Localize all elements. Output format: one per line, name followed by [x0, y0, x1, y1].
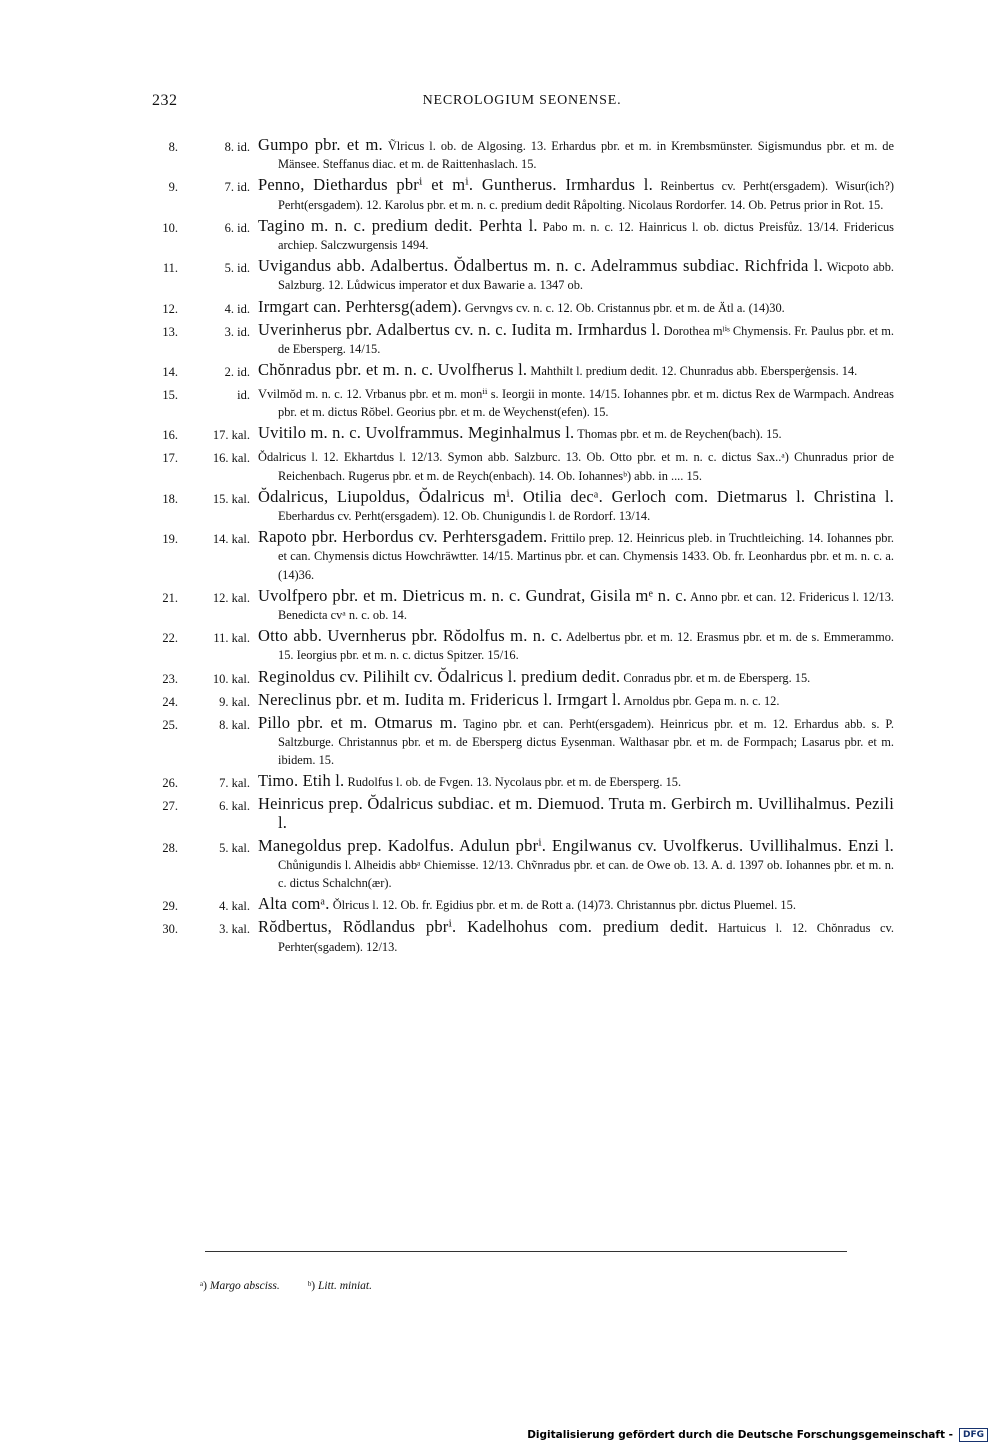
necrology-entry [150, 298, 894, 318]
entry-day-number: 12. [162, 301, 178, 316]
entry-later-additions: Reinbertus cv. Perht(ersgadem). Wisur(ich?) Perht(ersgadem). 12. Karolus pbr. et m. n. c. predium dedit Råpolting. Nicolaus Rordorfer. 14. Ob. Petrus prior in Rot. 15. [278, 179, 894, 212]
entry-roman-date: 12. kal. [212, 590, 250, 605]
entry-day-number: 11. [162, 261, 178, 276]
dfg-funding-text: Digitalisierung gefördert durch die Deutsche Forschungsgemeinschaft - [527, 1429, 953, 1441]
entry-day-number: 13. [162, 324, 178, 339]
entry-roman-date: 3. id. [224, 324, 250, 339]
entry-day-number: 25. [162, 717, 178, 732]
entry-roman-date: 3. kal. [219, 922, 250, 937]
footnote-divider [205, 1251, 847, 1252]
entry-roman-date: 15. kal. [212, 491, 250, 506]
entry-primary-names: Otto abb. Uvernherus pbr. Rŏdolfus m. n. c. [258, 626, 563, 646]
entry-primary-names: Irmgart can. Perhtersg(adem). [258, 296, 462, 316]
necrology-entry [150, 321, 894, 358]
entry-later-additions: Conradus pbr. et m. de Ebersperg. 15. [623, 670, 811, 685]
entry-day-number: 10. [162, 220, 178, 235]
entry-roman-date: id. [237, 388, 250, 403]
necrology-entry [150, 918, 894, 955]
footnote-b: ᵇ) Litt. miniat. [307, 1280, 372, 1292]
necrology-entry [150, 136, 894, 173]
entry-primary-names: Alta comᵃ. [258, 894, 330, 914]
entry-later-additions: Ŏdalricus l. 12. Ekhartdus l. 12/13. Symon abb. Salzburc. 13. Ob. Otto pbr. et m. n. c. dictus Sax..ᵃ) Chunradus prior de Reichenbach. Rugerus pbr. et m. de Reych(enbach). 14. Ob. Iohannesᵇ) abb. in .... 15. [258, 450, 894, 483]
entry-later-additions: Chůnigundis l. Alheidis abbᵃ Chiemisse. 12/13. Chṽnradus pbr. et can. de Owe ob. 13. A. d. 1397 ob. Iohannes pbr. et m. n. c. dictus Schalchn(ær). [278, 857, 894, 891]
entry-day-number: 16. [162, 428, 178, 443]
entry-later-additions: Arnoldus pbr. Gepa m. n. c. 12. [623, 693, 780, 708]
entry-day-number: 19. [162, 532, 178, 547]
entry-text [258, 587, 894, 624]
entry-roman-date: 6. id. [224, 220, 250, 235]
entry-day-number: 27. [162, 799, 178, 814]
necrology-entries [150, 136, 894, 959]
entry-text [258, 447, 894, 484]
entry-primary-names: Uvitilo m. n. c. Uvolframmus. Meginhalmus l. [258, 423, 575, 443]
entry-later-additions: Ṽlricus l. ob. de Algosing. 13. Erhardus pbr. et m. in Krembsmünster. Sigismundus pbr. et m. de Mänsee. Steffanus diac. et m. de Raittenhaslach. 15. [278, 139, 895, 172]
entry-later-additions: Pabo m. n. c. 12. Hainricus l. ob. dictus Preisfůz. 13/14. Fridericus archiep. Salczwurgensis 1494. [278, 219, 894, 253]
entry-primary-names: Chŏnradus pbr. et m. n. c. Uvolfherus l. [258, 360, 528, 380]
dfg-logo: DFG [959, 1428, 988, 1442]
entry-later-additions: Dorothea mˡⁱˢ Chymensis. Fr. Paulus pbr. et m. de Ebersperg. 14/15. [278, 323, 894, 356]
entry-later-additions: Mahthilt l. predium dedit. 12. Chunradus abb. Ebersperġensis. 14. [530, 364, 858, 379]
entry-later-additions: Rudolfus l. ob. de Fvgen. 13. Nycolaus pbr. et m. de Ebersperg. 15. [347, 775, 682, 790]
entry-primary-names: Tagino m. n. c. predium dedit. Perhta l. [258, 215, 538, 235]
entry-day-number: 21. [162, 590, 178, 605]
entry-day-number: 23. [162, 671, 178, 686]
entry-text [258, 384, 894, 421]
entry-text [258, 772, 894, 791]
page-number: 232 [152, 92, 178, 109]
entry-day-number: 22. [162, 631, 178, 646]
entry-primary-names: Penno, Diethardus pbrⁱ et mⁱ. Guntherus. Irmhardus l. [258, 175, 653, 195]
page-header [150, 92, 894, 114]
entry-later-additions: Anno pbr. et can. 12. Fridericus l. 12/13. Benedicta cvᵃ n. c. ob. 14. [278, 589, 894, 623]
entry-roman-date: 5. kal. [219, 840, 250, 855]
entry-primary-names: Heinricus prep. Ŏdalricus subdiac. et m. Diemuod. Truta m. Gerbirch m. Uvillihalmus. Pezili l. [258, 794, 894, 833]
entry-text [258, 714, 894, 770]
necrology-entry [150, 837, 894, 893]
entry-text [258, 488, 894, 525]
entry-text [258, 321, 894, 358]
entry-roman-date: 4. id. [224, 301, 250, 316]
necrology-entry [150, 668, 894, 688]
necrology-entry [150, 795, 894, 833]
entry-day-number: 14. [162, 365, 178, 380]
entry-text [258, 257, 894, 294]
entry-primary-names: Reginoldus cv. Pilihilt cv. Ŏdalricus l. predium dedit. [258, 666, 621, 686]
entry-text [258, 176, 894, 213]
entry-day-number: 24. [162, 694, 178, 709]
footnotes [200, 1280, 372, 1292]
entry-roman-date: 11. kal. [213, 631, 250, 646]
entry-primary-names: Uverinherus pbr. Adalbertus cv. n. c. Iudita m. Irmhardus l. [258, 319, 661, 339]
entry-text [258, 298, 894, 317]
necrology-entry [150, 627, 894, 664]
entry-roman-date: 14. kal. [212, 532, 250, 547]
necrology-entry [150, 528, 894, 584]
entry-roman-date: 16. kal. [212, 451, 250, 466]
entry-roman-date: 6. kal. [219, 799, 250, 814]
entry-day-number: 29. [162, 899, 178, 914]
entry-primary-names: Rŏdbertus, Rŏdlandus pbrⁱ. Kadelhohus com. predium dedit. [258, 917, 709, 937]
entry-day-number: 17. [162, 451, 178, 466]
entry-later-additions: Thomas pbr. et m. de Reychen(bach). 15. [577, 427, 782, 442]
entry-roman-date: 7. id. [224, 180, 250, 195]
entry-roman-date: 2. id. [224, 365, 250, 380]
entry-primary-names: Uvolfpero pbr. et m. Dietricus m. n. c. Gundrat, Gisila mᵉ n. c. [258, 585, 688, 605]
entry-roman-date: 8. kal. [219, 717, 250, 732]
necrology-entry [150, 424, 894, 444]
entry-roman-date: 9. kal. [219, 694, 250, 709]
necrology-entry [150, 691, 894, 711]
necrology-entry [150, 257, 894, 294]
entry-roman-date: 7. kal. [219, 776, 250, 791]
entry-primary-names: Timo. Etih l. [258, 771, 345, 791]
entry-later-additions: Vvilmŏd m. n. c. 12. Vrbanus pbr. et m. monⁱⁱ s. Ieorgii in monte. 14/15. Iohannes pbr. et m. dictus Rex de Warmpach. Andreas pbr. et m. dictus Rŏbel. Georius pbr. et m. de Weychenst(efen). 15. [258, 387, 894, 420]
entry-later-additions: Tagino pbr. et can. Perht(ersgadem). Heinricus pbr. et m. 12. Erhardus abb. s. P. Saltzburge. Christannus pbr. et m. de Ebersperg dictus Eysenman. Walthasar pbr. et m. de Formpach; Lasarus pbr. et m. ibidem. 15. [278, 716, 894, 768]
necrology-entry [150, 488, 894, 525]
entry-text [258, 795, 894, 833]
entry-later-additions: Frittilo prep. 12. Heinricus pleb. in Truchtleiching. 14. Iohannes pbr. et can. Chymensis dictus Howchräwtter. 14/15. Martinus pbr. et can. Chymensis 1433. Ob. fr. Leonhardus pbr. et m. n. c. a. (14)36. [278, 531, 894, 582]
entry-text [258, 528, 894, 584]
entry-later-additions: Adelbertus pbr. et m. 12. Erasmus pbr. et m. de s. Emmerammo. 15. Ieorgius pbr. et m. n. c. dictus Spitzer. 15/16. [278, 630, 894, 663]
entry-text [258, 217, 894, 254]
entry-day-number: 30. [162, 922, 178, 937]
footnote-a: ᵃ) Margo absciss. [200, 1280, 280, 1292]
necrology-entry [150, 447, 894, 484]
necrology-entry [150, 772, 894, 792]
entry-primary-names: Rapoto pbr. Herbordus cv. Perhtersgadem. [258, 527, 548, 547]
entry-text [258, 424, 894, 443]
entry-roman-date: 10. kal. [212, 671, 250, 686]
necrology-entry [150, 587, 894, 624]
entry-text [258, 627, 894, 664]
entry-day-number: 26. [162, 776, 178, 791]
entry-day-number: 15. [162, 388, 178, 403]
entry-primary-names: Uvigandus abb. Adalbertus. Ŏdalbertus m. n. c. Adelrammus subdiac. Richfrida l. [258, 256, 823, 276]
entry-later-additions: Eberhardus cv. Perht(ersgadem). 12. Ob. Chunigundis l. de Rordorf. 13/14. [278, 509, 651, 524]
entry-primary-names: Gumpo pbr. et m. [258, 135, 383, 154]
entry-day-number: 8. [168, 140, 178, 154]
entry-primary-names: Manegoldus prep. Kadolfus. Adulun pbrⁱ. Engilwanus cv. Uvolfkerus. Uvillihalmus. Enzi l. [258, 835, 894, 855]
entry-later-additions: Gervngvs cv. n. c. 12. Ob. Cristannus pbr. et m. de Ätl a. (14)30. [464, 300, 785, 315]
entry-roman-date: 5. id. [224, 261, 250, 276]
entry-text [258, 136, 894, 173]
entry-later-additions: Wicpoto abb. Salzburg. 12. Lůdwicus imperator et dux Bawarie a. 1347 ob. [278, 260, 894, 293]
entry-text [258, 691, 894, 710]
entry-day-number: 9. [168, 180, 178, 195]
necrology-entry [150, 361, 894, 381]
entry-text [258, 668, 894, 687]
entry-text [258, 918, 894, 955]
necrology-entry [150, 217, 894, 254]
dfg-funding-banner [527, 1425, 988, 1445]
entry-text [258, 837, 894, 893]
necrology-entry [150, 384, 894, 421]
entry-primary-names: Ŏdalricus, Liupoldus, Ŏdalricus mⁱ. Otilia decᵃ. Gerloch com. Dietmarus l. Christina l. [258, 486, 894, 506]
entry-text [258, 361, 894, 380]
entry-roman-date: 17. kal. [212, 428, 250, 443]
entry-day-number: 28. [162, 840, 178, 855]
necrology-entry [150, 714, 894, 770]
entry-roman-date: 8. id. [224, 140, 250, 154]
entry-text [258, 895, 894, 914]
entry-later-additions: Hartuicus l. 12. Chŏnradus cv. Perhter(sgadem). 12/13. [278, 921, 894, 954]
necrology-entry [150, 895, 894, 915]
necrology-entry [150, 176, 894, 213]
entry-later-additions: Ŏlricus l. 12. Ob. fr. Egidius pbr. et m. de Rott a. (14)73. Christannus pbr. dictus Pluemel. 15. [332, 898, 796, 913]
entry-primary-names: Nereclinus pbr. et m. Iudita m. Fridericus l. Irmgart l. [258, 689, 622, 709]
running-title: NECROLOGIUM SEONENSE. [422, 93, 622, 108]
entry-roman-date: 4. kal. [219, 899, 250, 914]
entry-primary-names: Pillo pbr. et m. Otmarus m. [258, 712, 458, 732]
entry-day-number: 18. [162, 491, 178, 506]
